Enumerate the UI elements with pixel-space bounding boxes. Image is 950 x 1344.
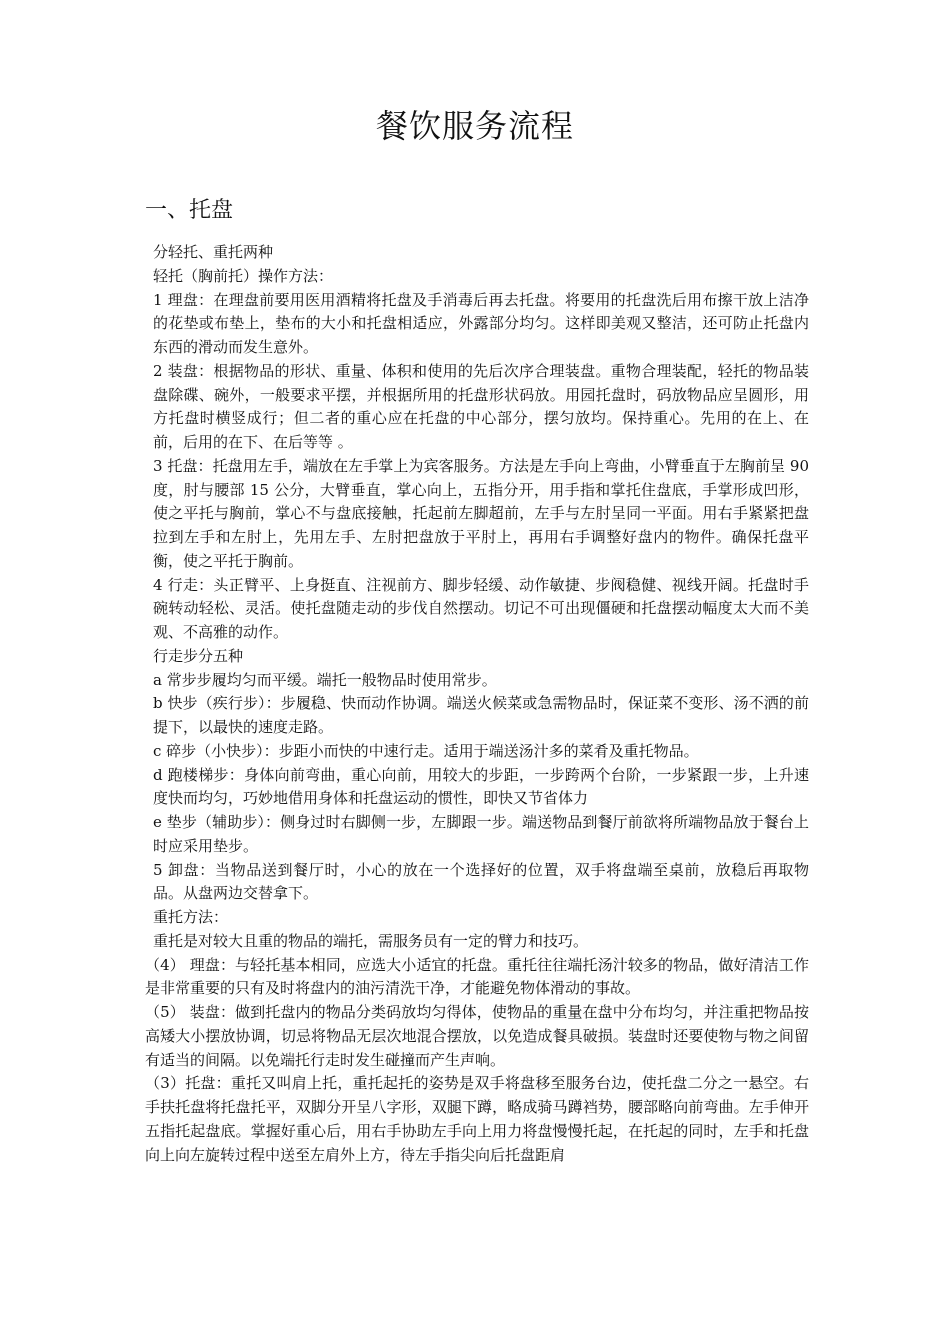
paragraph: e 垫步（辅助步）：侧身过时右脚侧一步，左脚跟一步。端送物品到餐厅前欲将所端物品放于餐台上时应采用垫步。 [153, 813, 809, 855]
paragraph: （4） 理盘：与轻托基本相同，应选大小适宜的托盘。重托往往端托汤汁较多的物品，做好清洁工作是非常重要的只有及时将盘内的油污清洗干净，才能避免物体滑动的事故。 [145, 955, 809, 998]
paragraph: 重托是对较大且重的物品的端托，需服务员有一定的臂力和技巧。 [153, 931, 589, 950]
paragraph: 4 行走：头正臂平、上身挺直、注视前方、脚步轻缓、动作敏捷、步阀稳健、视线开阔。托盘时手碗转动轻松、灵活。使托盘随走动的步伐自然摆动。切记不可出现僵硬和托盘摆动幅度太大而不美观、不高雅的动作。 [153, 575, 809, 641]
paragraph: 轻托（胸前托）操作方法： [153, 266, 334, 285]
body-text [145, 241, 809, 1167]
paragraph: 2 装盘：根据物品的形状、重量、体积和使用的先后次序合理装盘。重物合理装配，轻托的物品装盘除碟、碗外，一般要求平摆，并根据所用的托盘形状码放。用园托盘时，码放物品应呈圆形，用方托盘时横竖成行；但二者的重心应在托盘的中心部分，摆匀放均。保持重心。先用的在上、在前，后用的在下、在后等等 。 [153, 361, 809, 451]
paragraph: 5 卸盘：当物品送到餐厅时，小心的放在一个选择好的位置，双手将盘端至桌前，放稳后再取物品。从盘两边交替拿下。 [153, 860, 809, 903]
paragraph: 分轻托、重托两种 [153, 243, 274, 261]
paragraph: （5） 装盘：做到托盘内的物品分类码放均匀得体，使物品的重量在盘中分布均匀，并注重把物品按高矮大小摆放协调，切忌将物品无层次地混合摆放，以免造成餐具破损。装盘时还要使物与物之间留有适当的间隔。以免端托行走时发生碰撞而产生声响。 [145, 1003, 809, 1069]
document-title: 餐饮服务流程 [375, 107, 574, 145]
paragraph: a 常步步履均匀而平缓。端托一般物品时使用常步。 [153, 670, 497, 689]
paragraph: 重托方法： [153, 908, 229, 926]
paragraph: c 碎步（小快步）：步距小而快的中速行走。适用于端送汤汁多的菜肴及重托物品。 [153, 741, 699, 760]
section-heading: 一、托盘 [145, 198, 234, 223]
paragraph: b 快步（疾行步）：步履稳、快而动作协调。端送火候菜或急需物品时，保证菜不变形、汤不洒的前提下，以最快的速度走路。 [153, 694, 809, 736]
paragraph: 1 理盘：在理盘前要用医用酒精将托盘及手消毒后再去托盘。将要用的托盘洗后用布擦干放上洁净的花垫或布垫上，垫布的大小和托盘相适应，外露部分均匀。这样即美观又整洁，还可防止托盘内东西的滑动而发生意外。 [153, 290, 809, 356]
paragraph: d 跑楼梯步：身体向前弯曲，重心向前，用较大的步距，一步跨两个台阶，一步紧跟一步，上升速度快而均匀，巧妙地借用身体和托盘运动的惯性，即快又节省体力 [153, 765, 809, 808]
paragraph: 3 托盘：托盘用左手，端放在左手掌上为宾客服务。方法是左手向上弯曲，小臂垂直于左胸前呈 90 度，肘与腰部 15 公分，大臂垂直，掌心向上，五指分开，用手指和掌托住盘底，手掌形成凹形，使之平托与胸前，掌心不与盘底接触，托起前左脚超前，左手与左肘呈同一平面。用右手紧紧把盘拉到左手和左肘上，先用左手、左肘把盘放于平肘上，再用右手调整好盘内的物件。确保托盘平衡，使之平托于胸前。 [153, 456, 809, 570]
paragraph: （3）托盘：重托又叫肩上托，重托起托的姿势是双手将盘移至服务台边，使托盘二分之一悬空。右手扶托盘将托盘托平，双脚分开呈八字形，双腿下蹲，略成骑马蹲裆势，腰部略向前弯曲。左手伸开五指托起盘底。掌握好重心后，用右手协助左手向上用力将盘慢慢托起，在托起的同时，左手和托盘向上向左旋转过程中送至左肩外上方，待左手指尖向后托盘距肩 [145, 1074, 809, 1164]
paragraph: 行走步分五种 [153, 646, 244, 665]
